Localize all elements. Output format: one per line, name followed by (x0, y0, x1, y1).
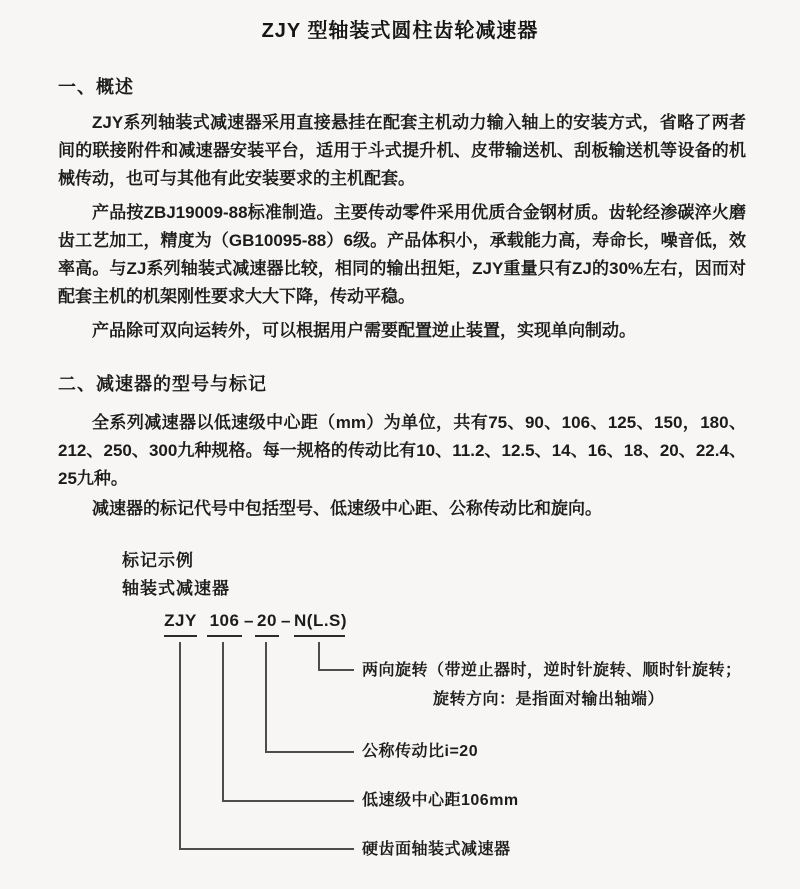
leader-line-model-horizontal (179, 848, 354, 850)
marking-example-label: 标记示例 (122, 551, 194, 570)
overview-paragraph-2: 产品按ZBJ19009-88标准制造。主要传动零件采用优质合金钢材质。齿轮经渗碳淬火磨齿工艺加工，精度为（GB10095-88）6级。产品体积小，承载能力高，寿命长，噪音低，效率高。与ZJ系列轴装式减速器比较，相同的输出扭矩，ZJY重量只有ZJ的30%左右，因而对配套主机的机架刚性要求大大下降，传动平稳。 (58, 203, 746, 306)
code-separator-dash: – (244, 611, 254, 630)
leader-line-center-distance-horizontal (222, 800, 354, 802)
overview-paragraph-3: 产品除可双向运转外，可以根据用户需要配置逆止装置，实现单向制动。 (92, 321, 636, 340)
marking-example-labels (122, 547, 746, 603)
code-segment-ratio: 20 (255, 610, 279, 637)
leader-line-rotation-vertical (318, 642, 320, 671)
leader-line-rotation-horizontal (318, 669, 354, 671)
code-segment-center-distance: 106 (207, 610, 242, 637)
section-model-marking-heading: 二、减速器的型号与标记 (58, 374, 267, 394)
marking-code-diagram (0, 600, 800, 889)
model-paragraph-2: 减速器的标记代号中包括型号、低速级中心距、公称传动比和旋向。 (92, 499, 602, 518)
code-segment-model: ZJY (164, 610, 197, 637)
leader-line-center-distance-vertical (222, 642, 224, 802)
leader-line-model-vertical (179, 642, 181, 850)
callout-model: 硬齿面轴装式减速器 (362, 841, 511, 858)
marking-example-sublabel: 轴装式减速器 (122, 579, 230, 598)
callout-rotation-line1: 两向旋转（带逆止器时，逆时针旋转、顺时针旋转； (362, 662, 742, 679)
callout-ratio: 公称传动比i=20 (362, 743, 479, 760)
callout-rotation-line2: 旋转方向：是指面对输出轴端） (433, 691, 665, 708)
overview-paragraph-1: ZJY系列轴装式减速器采用直接悬挂在配套主机动力输入轴上的安装方式，省略了两者间的联接附件和减速器安装平台，适用于斗式提升机、皮带输送机、刮板输送机等设备的机械传动，也可与其他有此安装要求的主机配套。 (58, 113, 746, 188)
leader-line-ratio-vertical (265, 642, 267, 753)
document-body (0, 74, 800, 603)
code-separator-dash: – (281, 611, 291, 630)
model-paragraph-1: 全系列减速器以低速级中心距（mm）为单位，共有75、90、106、125、150，180、212、250、300九种规格。每一规格的传动比有10、11.2、12.5、14、16、18、20、22.4、25九种。 (58, 413, 746, 488)
section-overview-heading: 一、概述 (58, 77, 134, 97)
callout-center-distance: 低速级中心距106mm (362, 792, 519, 809)
code-segment-rotation: N(L.S) (294, 610, 345, 637)
page-title: ZJY 型轴装式圆柱齿轮减速器 (261, 20, 539, 42)
leader-line-ratio-horizontal (265, 751, 354, 753)
